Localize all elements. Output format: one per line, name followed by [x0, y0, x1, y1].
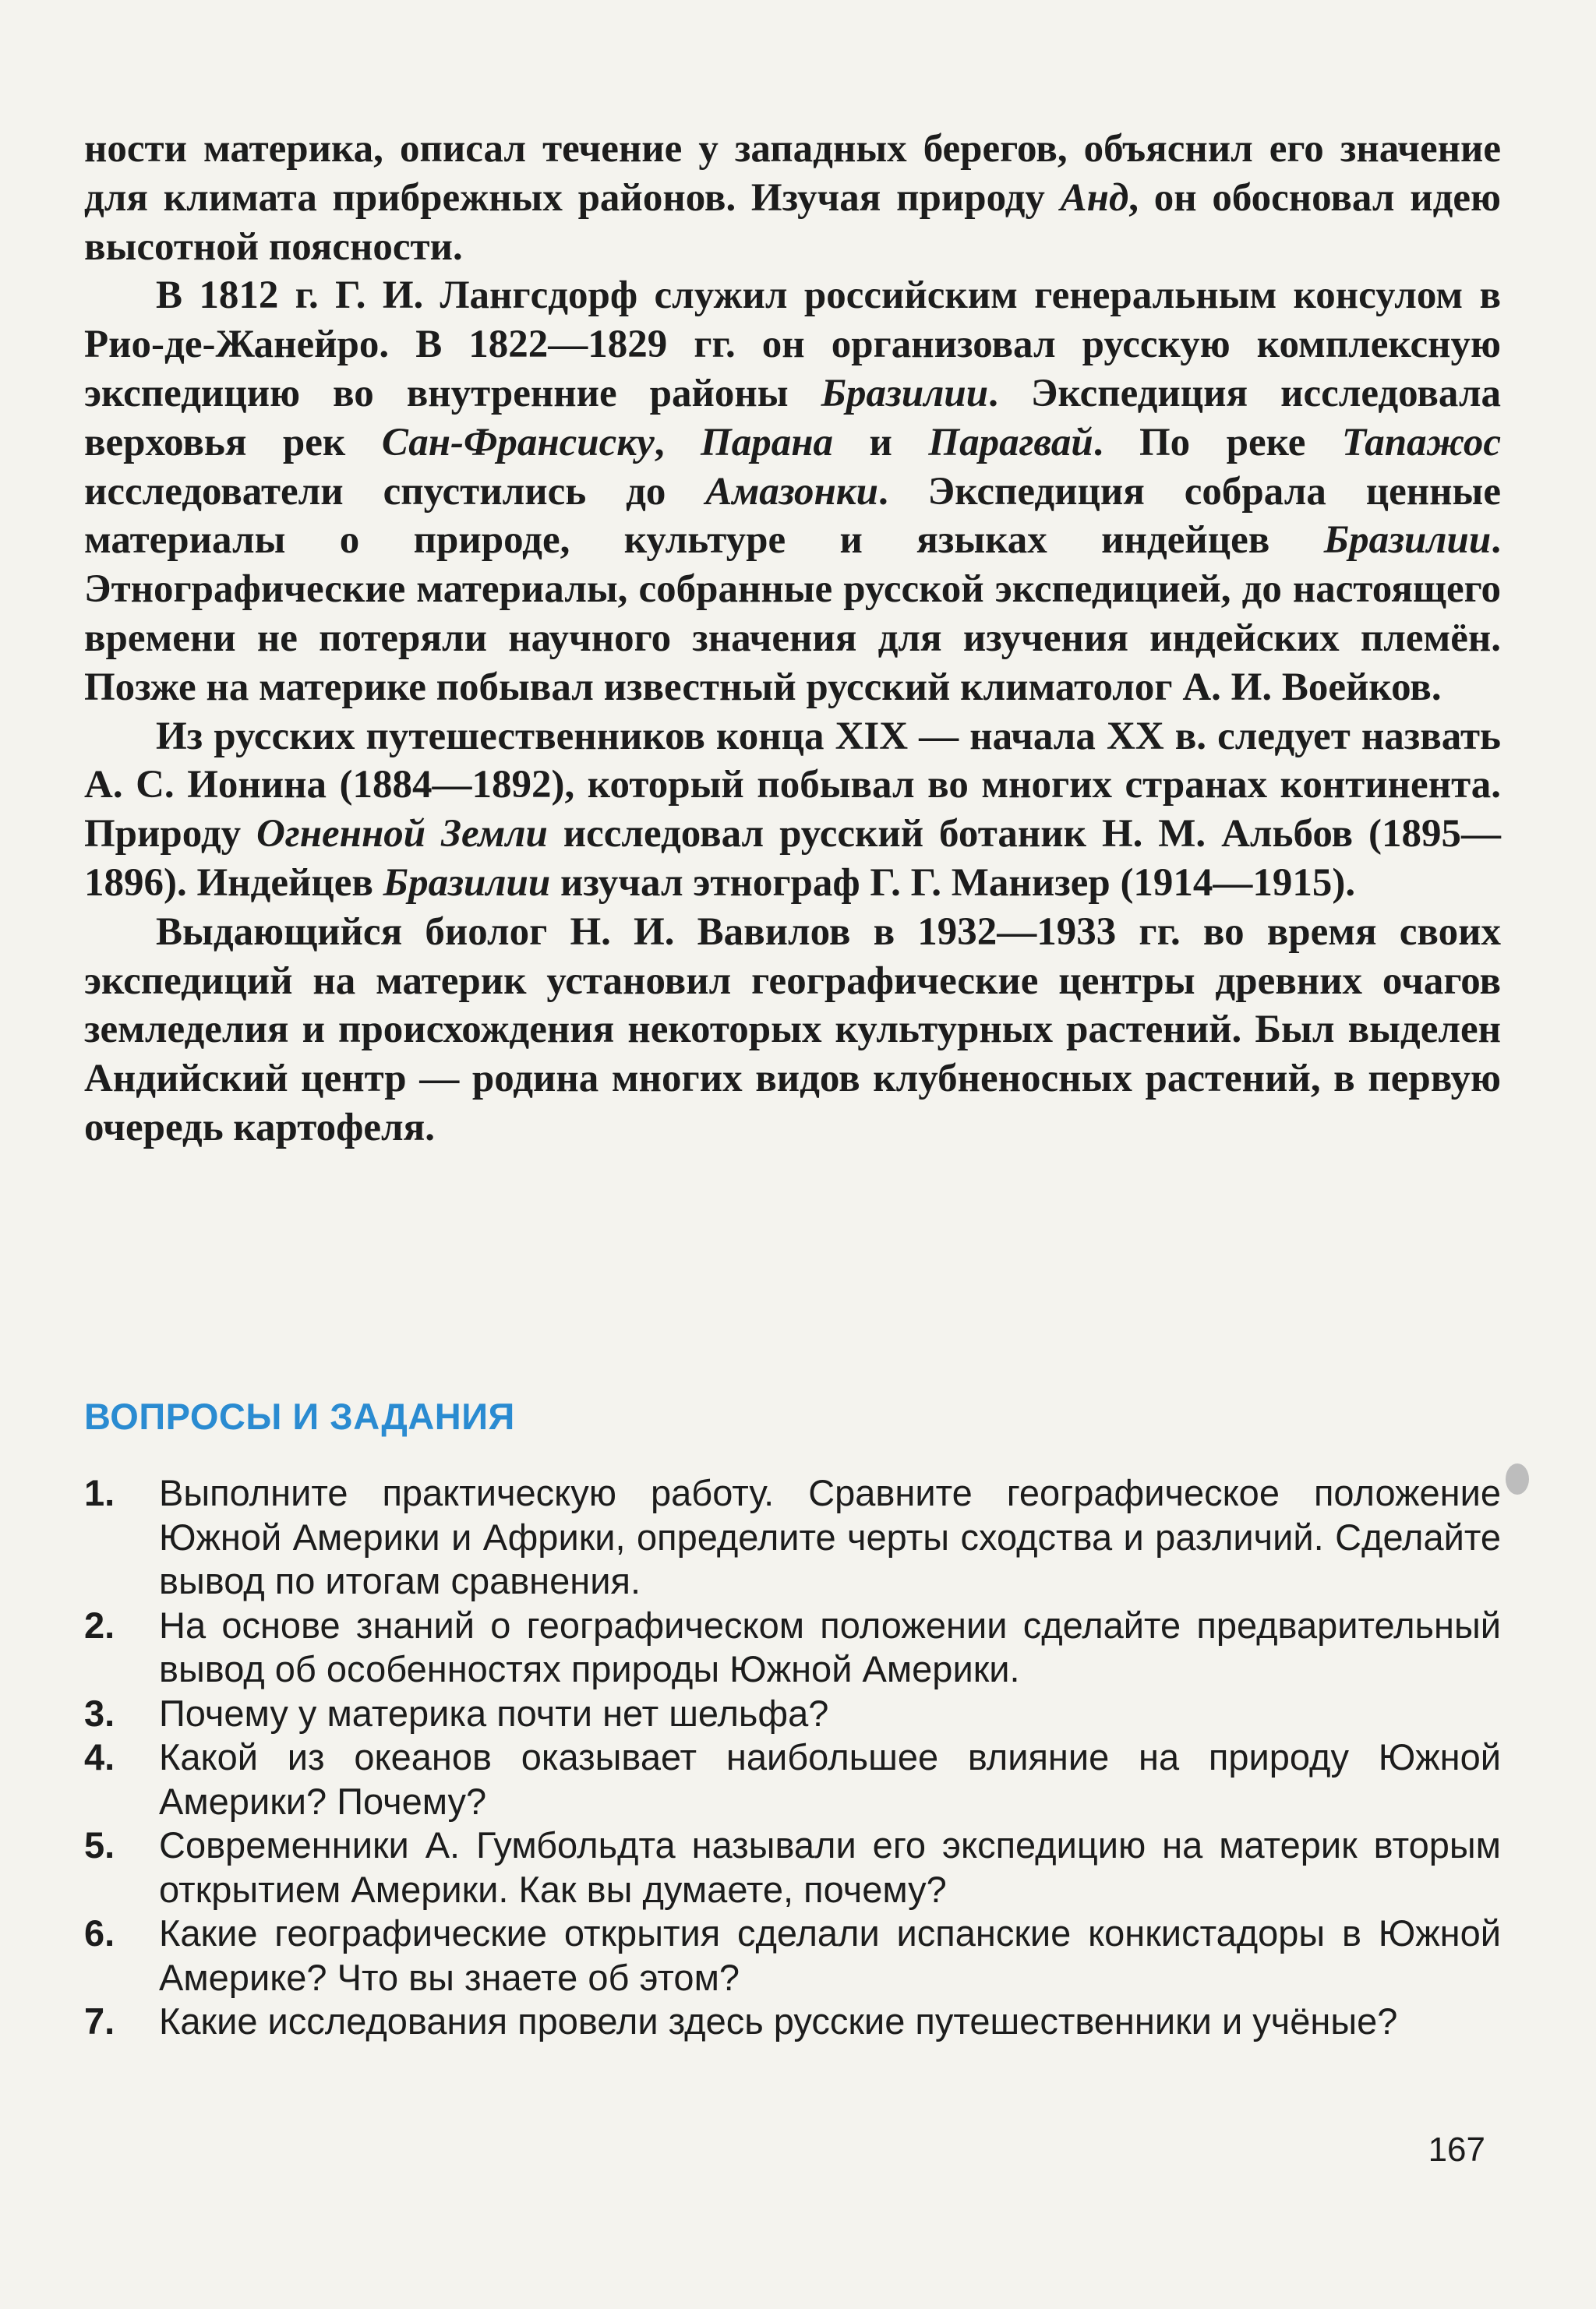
question-item — [84, 2000, 1501, 2044]
place-name: Бразилии — [821, 371, 989, 415]
main-text — [84, 125, 1501, 1153]
question-number: 5. — [84, 1824, 115, 1866]
question-text: На основе знаний о географическом положении сделайте предварительный вывод об особенностях природы Южной Америки. — [159, 1604, 1501, 1689]
text-run: исследовал русский ботаник Н. М. Альбов (1895—1896). Индейцев — [84, 812, 1502, 905]
paragraph-3 — [84, 712, 1501, 908]
place-name: Бразилии — [383, 860, 551, 905]
question-number: 2. — [84, 1604, 115, 1646]
paragraph-4: Выдающийся биолог Н. И. Вавилов в 1932—1933 гг. во время своих экспедиций на материк установил географические центры древних очагов земледелия и происхождения некоторых культурных растений. Был выделен Андийский центр — родина многих видов клубненосных растений, в первую очередь картофеля. — [84, 909, 1501, 1149]
question-number: 6. — [84, 1912, 115, 1954]
text-run: . Экспедиция исследовала верховья рек — [84, 371, 1501, 464]
text-run: . Экспедиция собрала ценные материалы о природе, культуре и языках индейцев — [84, 469, 1501, 563]
place-name: Бразилии — [1323, 518, 1492, 563]
question-text: Какие географические открытия сделали испанские конкистадоры в Южной Америке? Что вы знаете об этом? — [159, 1912, 1501, 1998]
text-run: Из русских путешественников конца XIX — начала XX в. следует назвать А. С. Ионина (1884—1892), который побывал во многих странах континента. Природу — [84, 714, 1501, 856]
question-text: Выполните практическую работу. Сравните географическое положение Южной Америки и Африки, определите черты сходства и различий. Сделайте вывод по итогам сравнения. — [159, 1472, 1501, 1601]
question-number: 4. — [84, 1736, 115, 1778]
section-title: ВОПРОСЫ И ЗАДАНИЯ — [84, 1396, 515, 1437]
text-run: . По реке — [1093, 420, 1342, 464]
question-item — [84, 1824, 1501, 1912]
text-run: , он обосновал идею высотной поясности. — [84, 175, 1501, 269]
question-text: Какие исследования провели здесь русские путешественники и учёные? — [159, 2000, 1398, 2042]
page-number: 167 — [1428, 2131, 1485, 2169]
place-name: Огненной Земли — [256, 812, 548, 856]
question-text: Современники А. Гумбольдта называли его экспедицию на материк вторым открытием Америки. Как вы думаете, почему? — [159, 1824, 1501, 1910]
question-item — [84, 1604, 1501, 1692]
text-run: В 1812 г. Г. И. Лангсдорф служил российским генеральным консулом в Рио-де-Жанейро. В 1822—1829 гг. он организовал русскую комплексную экспедицию во внутренние районы — [84, 274, 1501, 415]
place-name: Парана — [701, 420, 834, 464]
question-item — [84, 1692, 1501, 1736]
question-number: 1. — [84, 1472, 115, 1513]
question-item — [84, 1471, 1501, 1604]
place-name: Сан-Франсиску — [381, 420, 655, 464]
text-run: , — [654, 420, 701, 464]
question-item — [84, 1912, 1501, 2000]
question-text: Почему у материка почти нет шельфа? — [159, 1692, 829, 1734]
place-name: Парагвай — [928, 420, 1093, 464]
text-run: исследователи спустились до — [84, 469, 706, 514]
text-run: . Этнографические материалы, собранные русской экспедицией, до настоящего времени не потеряли научного значения для изучения индейских племён. Позже на материке побывал известный русский климатолог А. И. Воейков. — [84, 518, 1501, 709]
text-run: и — [833, 420, 929, 464]
question-number: 7. — [84, 2000, 115, 2042]
scan-speck — [1506, 1463, 1529, 1495]
place-name: Анд — [1060, 175, 1129, 220]
paragraph-2 — [84, 271, 1501, 711]
place-name: Тапажос — [1341, 420, 1502, 464]
question-item — [84, 1735, 1501, 1824]
question-text: Какой из океанов оказывает наибольшее влияние на природу Южной Америки? Почему? — [159, 1736, 1501, 1822]
question-number: 3. — [84, 1692, 115, 1734]
questions-list — [84, 1471, 1501, 2044]
text-run: ности материка, описал течение у западных берегов, объяснил его значение для климата прибрежных районов. Изучая природу — [84, 127, 1501, 220]
text-run: изучал этнограф Г. Г. Манизер (1914—1915). — [550, 860, 1356, 905]
paragraph-1 — [84, 125, 1501, 271]
place-name: Амазонки — [705, 469, 879, 514]
